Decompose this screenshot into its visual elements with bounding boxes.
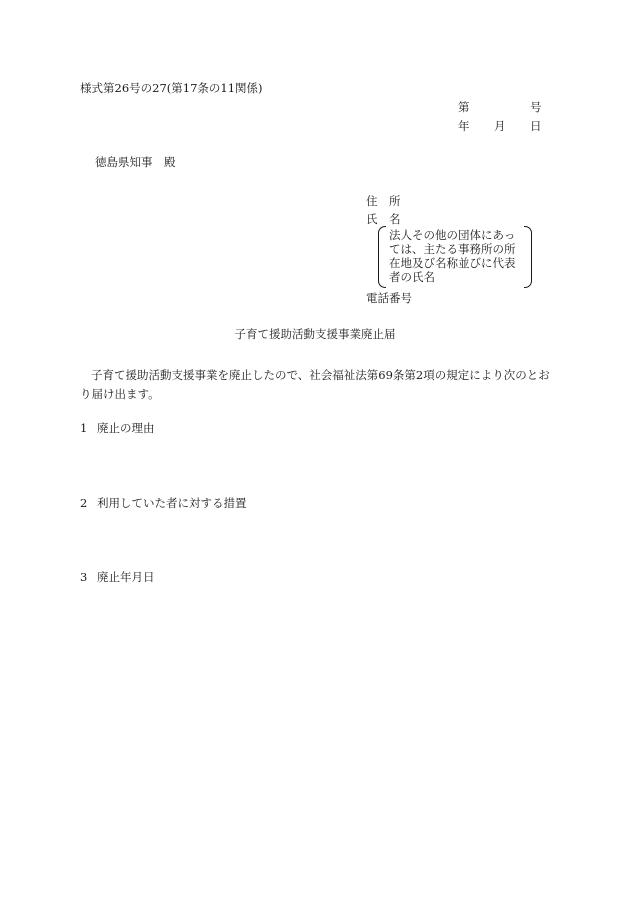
name-label: 氏 名 bbox=[366, 212, 401, 226]
section-number: 2 bbox=[80, 496, 88, 510]
addressee: 徳島県知事 殿 bbox=[95, 155, 176, 169]
address-label: 住 所 bbox=[366, 194, 401, 208]
number-dai-label: 第 bbox=[458, 100, 470, 114]
section-abolition-date bbox=[80, 572, 155, 584]
section-label: 廃止の理由 bbox=[97, 421, 155, 435]
corporate-note bbox=[378, 226, 532, 288]
section-number: 3 bbox=[80, 570, 88, 584]
phone-label: 電話番号 bbox=[366, 291, 412, 305]
section-abolition-reason bbox=[80, 423, 155, 435]
right-bracket bbox=[524, 226, 532, 288]
section-user-measures bbox=[80, 498, 247, 510]
section-number: 1 bbox=[80, 421, 88, 435]
number-go-label: 号 bbox=[530, 100, 542, 114]
section-label: 廃止年月日 bbox=[97, 570, 155, 584]
corporate-note-line: ては、主たる事務所の所 bbox=[389, 242, 516, 256]
year-label: 年 bbox=[458, 119, 470, 133]
corporate-note-line: 者の氏名 bbox=[389, 270, 435, 284]
month-label: 月 bbox=[494, 119, 506, 133]
left-bracket bbox=[378, 226, 386, 288]
day-label: 日 bbox=[530, 119, 542, 133]
corporate-note-line: 在地及び名称並びに代表 bbox=[389, 256, 516, 270]
corporate-note-line: 法人その他の団体にあっ bbox=[389, 228, 516, 242]
document-title: 子育て援助活動支援事業廃止届 bbox=[234, 327, 396, 341]
section-label: 利用していた者に対する措置 bbox=[97, 496, 247, 510]
form-number: 様式第26号の27(第17条の11関係) bbox=[80, 81, 263, 95]
body-text: 子育て援助活動支援事業を廃止したので、社会福祉法第69条第2項の規定により次のとおり届け出ます。 bbox=[80, 368, 550, 401]
